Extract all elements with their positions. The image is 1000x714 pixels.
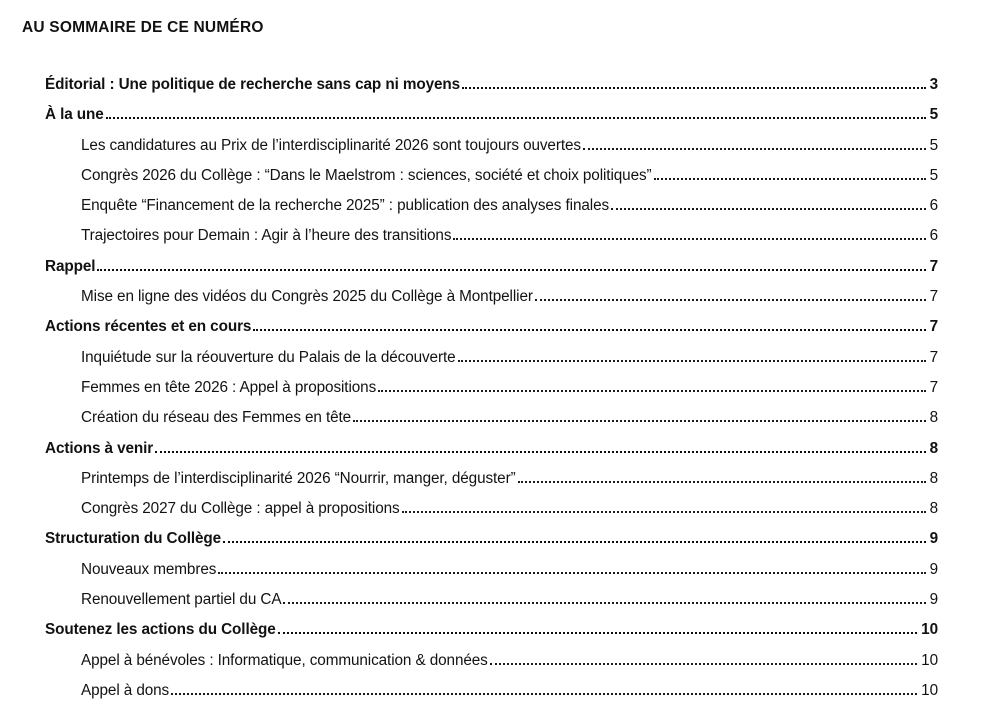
dot-leader: [171, 693, 917, 695]
toc-entry[interactable]: [45, 100, 938, 130]
toc-entry-label: Mise en ligne des vidéos du Congrès 2025 du Collège à Montpellier: [81, 288, 533, 306]
dot-leader: [278, 632, 918, 634]
toc-entry[interactable]: [45, 343, 938, 373]
toc-entry-page-number: 5: [929, 136, 938, 154]
toc-entry-page-number: 6: [929, 197, 938, 215]
toc-entry-label: Nouveaux membres: [81, 560, 217, 578]
toc-entry-page-number: 7: [929, 348, 938, 366]
toc-entry-label: Renouvellement partiel du CA: [81, 591, 282, 609]
toc-entry-label: Inquiétude sur la réouverture du Palais de la découverte: [81, 348, 456, 366]
toc-entry[interactable]: [45, 585, 938, 615]
page-title: AU SOMMAIRE DE CE NUMÉRO: [22, 19, 264, 36]
toc-entry-label: À la une: [45, 106, 104, 124]
toc-entry[interactable]: [45, 221, 938, 251]
dot-leader: [453, 238, 925, 240]
toc-entry[interactable]: [45, 524, 938, 554]
dot-leader: [378, 390, 925, 392]
toc-entry-page-number: 7: [929, 288, 938, 306]
toc-entry-page-number: 8: [929, 409, 938, 427]
dot-leader: [353, 420, 925, 422]
toc-entry-label: Création du réseau des Femmes en tête: [81, 409, 352, 427]
toc-entry-label: Actions récentes et en cours: [45, 318, 252, 336]
dot-leader: [97, 269, 925, 271]
toc-entry-label: Congrès 2026 du Collège : “Dans le Maelstrom : sciences, société et choix politiques”: [81, 166, 652, 184]
toc-entry-page-number: 5: [929, 166, 938, 184]
toc-entry[interactable]: [45, 282, 938, 312]
toc-entry-label: Éditorial : Une politique de recherche sans cap ni moyens: [45, 76, 461, 93]
toc-entry[interactable]: [45, 646, 938, 676]
toc-entry-page-number: 9: [929, 591, 938, 609]
toc-entry[interactable]: [45, 252, 938, 282]
dot-leader: [402, 511, 926, 513]
toc-entry[interactable]: [45, 191, 938, 221]
toc-entry-page-number: 6: [929, 227, 938, 245]
dot-leader: [611, 208, 926, 210]
toc-entry-page-number: 9: [929, 530, 938, 548]
toc-entry[interactable]: [45, 615, 938, 645]
toc-entry[interactable]: [45, 131, 938, 161]
toc-entry-label: Structuration du Collège: [45, 530, 222, 548]
toc-entry-label: Actions à venir: [45, 439, 154, 457]
toc-entry-page-number: 3: [929, 76, 938, 93]
toc-entry-page-number: 7: [929, 378, 938, 396]
toc-entry-page-number: 7: [929, 318, 938, 336]
toc-entry[interactable]: [45, 464, 938, 494]
dot-leader: [583, 148, 926, 150]
toc-entry[interactable]: [45, 494, 938, 524]
toc-entry-page-number: 8: [929, 500, 938, 518]
toc-entry-page-number: 10: [921, 681, 938, 699]
dot-leader: [462, 87, 926, 89]
toc-entry-page-number: 9: [929, 560, 938, 578]
dot-leader: [490, 663, 917, 665]
dot-leader: [535, 299, 926, 301]
dot-leader: [518, 481, 926, 483]
toc-entry[interactable]: [45, 70, 938, 100]
toc-entry-label: Soutenez les actions du Collège: [45, 621, 276, 639]
toc-entry-label: Les candidatures au Prix de l’interdisciplinarité 2026 sont toujours ouvertes: [81, 136, 581, 154]
toc-entry-page-number: 5: [929, 106, 938, 124]
toc-entry-label: Appel à dons: [81, 681, 170, 699]
toc-entry-page-number: 8: [929, 439, 938, 457]
toc-entry-page-number: 7: [929, 257, 938, 275]
toc-entry-label: Congrès 2027 du Collège : appel à propositions: [81, 500, 400, 518]
dot-leader: [155, 451, 925, 453]
dot-leader: [283, 602, 925, 604]
toc-entry-label: Trajectoires pour Demain : Agir à l’heure des transitions: [81, 227, 452, 245]
dot-leader: [253, 329, 925, 331]
toc-entry-page-number: 10: [921, 651, 938, 669]
toc-entry[interactable]: [45, 555, 938, 585]
toc-entry-label: Printemps de l’interdisciplinarité 2026 “Nourrir, manger, déguster”: [81, 469, 516, 487]
dot-leader: [218, 572, 925, 574]
toc-entry-page-number: 10: [921, 621, 938, 639]
toc-entry[interactable]: [45, 161, 938, 191]
toc-entry[interactable]: [45, 373, 938, 403]
toc-entry-page-number: 8: [929, 469, 938, 487]
toc-entry-label: Femmes en tête 2026 : Appel à propositions: [81, 378, 377, 396]
dot-leader: [654, 178, 926, 180]
toc-entry-label: Enquête “Financement de la recherche 2025” : publication des analyses finales: [81, 197, 610, 215]
dot-leader: [106, 117, 926, 119]
toc-entry[interactable]: [45, 312, 938, 342]
toc-entry[interactable]: [45, 676, 938, 706]
dot-leader: [458, 360, 926, 362]
toc-entry[interactable]: [45, 434, 938, 464]
toc-entry[interactable]: [45, 403, 938, 433]
table-of-contents: [45, 70, 938, 706]
dot-leader: [223, 541, 926, 543]
toc-entry-label: Appel à bénévoles : Informatique, communication & données: [81, 651, 488, 669]
toc-entry-label: Rappel: [45, 257, 96, 275]
